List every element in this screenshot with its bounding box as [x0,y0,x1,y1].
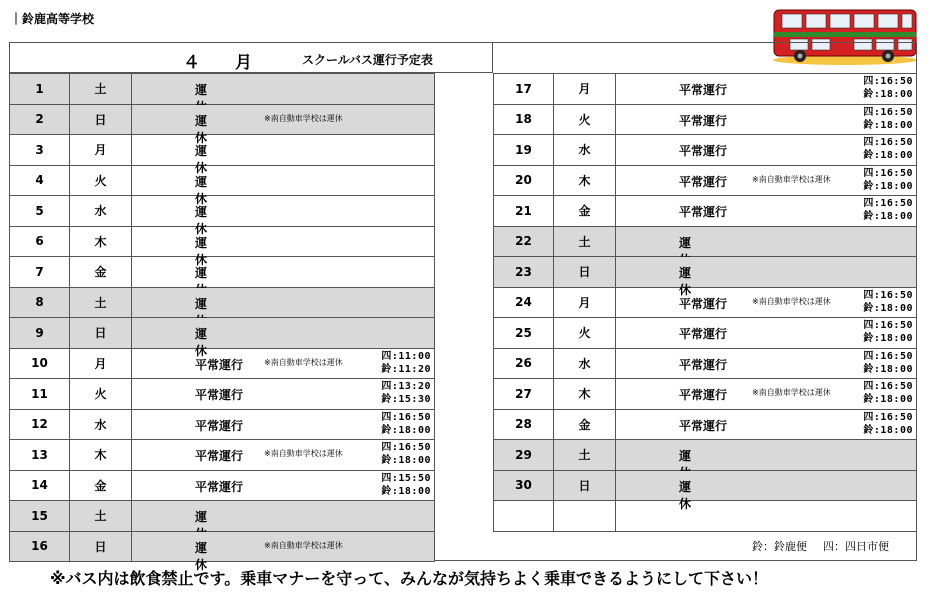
weekday-cell: 日 [70,318,132,349]
day-cell: 18 [494,104,554,135]
status-service: 平常運行 [195,479,244,494]
day-cell: 21 [494,196,554,227]
weekday-cell: 日 [554,257,616,288]
weekday-cell: 火 [554,318,616,349]
rest-label: 運休 [195,174,230,206]
status-service: 平常運行 [679,296,728,311]
time-suzuka: 鈴:18:00 [863,394,913,405]
status-service: 平常運行 [679,418,728,433]
status-cell [132,196,435,236]
status-service: 平常運行 [195,418,244,433]
month-label [183,48,253,73]
footer-notice: ※バス内は飲食禁止です。乗車マナーを守って、みんなが気持ちよく乗車できるようにして下さい！ [50,569,768,588]
schedule-row [494,74,917,105]
driving-school-note: ※南自動車学校は運休 [752,296,831,306]
legend-yokkaichi: 四：四日市便 [823,540,889,553]
weekday-cell: 土 [554,440,616,471]
status-cell [616,440,917,471]
status-cell [132,348,435,379]
weekday-cell: 月 [554,74,616,105]
time-suzuka: 鈴:18:00 [863,333,913,344]
schedule-table-right [493,73,917,532]
weekday-cell: 木 [554,379,616,410]
schedule-row [10,165,435,196]
time-yokkaichi: 四:16:50 [863,289,913,301]
departure-times [863,106,913,132]
status-cell [616,501,917,532]
time-yokkaichi: 四:16:50 [863,350,913,362]
rest-label: 運休 [679,266,714,297]
weekday-cell: 金 [70,470,132,501]
departure-times [863,136,913,162]
time-suzuka: 鈴:18:00 [381,455,431,466]
weekday-cell: 金 [554,196,616,227]
schedule-row [10,501,435,532]
departure-times [381,411,431,437]
weekday-cell: 木 [554,165,616,196]
rest-label: 運 [195,83,230,97]
time-yokkaichi: 四:15:50 [381,472,431,484]
time-suzuka: 鈴:18:00 [863,211,913,222]
weekday-cell: 火 [70,379,132,410]
status-cell [616,196,917,227]
weekday-cell: 日 [70,104,132,135]
schedule-row [10,196,435,227]
day-cell: 24 [494,287,554,318]
departure-times [863,380,913,406]
rest-label: 運休 [195,540,230,572]
weekday-cell: 水 [554,348,616,379]
driving-school-note: ※南自動車学校は運休 [264,113,343,123]
day-cell: 27 [494,379,554,410]
day-cell: 26 [494,348,554,379]
schedule-row [10,409,435,440]
status-service: 平常運行 [679,327,728,341]
status-cell [616,348,917,379]
departure-times [863,350,913,376]
time-yokkaichi: 四:16:50 [863,411,913,423]
time-suzuka: 鈴:18:00 [381,424,431,436]
driving-school-note: ※南自動車学校は運休 [752,388,831,397]
schedule-row [494,379,917,410]
day-cell: 23 [494,257,554,288]
status-cell [616,287,917,318]
time-yokkaichi: 四:11:00 [381,350,431,362]
schedule-row [10,531,435,562]
schedule-row [494,165,917,196]
status-cell [132,287,435,318]
schedule-title: スクールバス運行予定表 [302,53,433,67]
schedule-row [494,348,917,379]
rest-label: 運 [679,235,714,250]
weekday-cell: 土 [70,501,132,532]
time-suzuka: 鈴:15:30 [381,394,431,405]
departure-times [381,472,431,498]
weekday-cell [554,501,616,532]
time-suzuka: 鈴:18:00 [381,485,431,497]
schedule-row [494,257,917,288]
status-cell [132,379,435,410]
weekday-cell: 金 [70,257,132,288]
weekday-cell: 火 [554,104,616,135]
rest-label: 運 [679,449,714,463]
status-service: 平常運行 [679,113,728,128]
day-cell: 14 [10,470,70,501]
time-suzuka: 鈴:18:00 [863,119,913,131]
departure-times [863,75,913,101]
day-cell: 15 [10,501,70,532]
weekday-cell: 日 [554,470,616,501]
weekday-cell: 月 [554,287,616,318]
weekday-cell: 日 [70,531,132,562]
time-yokkaichi: 四:16:50 [863,106,913,118]
time-yokkaichi: 四:16:50 [863,137,913,148]
time-yokkaichi: 四:16:50 [381,411,431,423]
time-suzuka: 鈴:18:00 [863,180,913,192]
weekday-cell: 木 [70,226,132,257]
status-service: 平常運行 [195,357,244,372]
status-cell [132,409,435,440]
status-service: 平常運行 [195,388,244,402]
schedule-row [10,318,435,349]
time-suzuka: 鈴:11:20 [381,363,431,375]
legend [752,538,889,554]
status-cell [132,165,435,206]
day-cell: 1 [10,74,70,105]
day-cell: 17 [494,74,554,105]
day-cell: 13 [10,440,70,471]
weekday-cell: 木 [70,440,132,471]
status-cell [616,318,917,349]
day-cell: 30 [494,470,554,501]
rest-label: 運休 [195,113,230,145]
time-yokkaichi: 四:16:50 [863,198,913,209]
day-cell: 6 [10,226,70,257]
status-service: 平常運行 [679,388,728,402]
schedule-row [10,440,435,471]
rest-label: 運休 [195,205,230,236]
rest-label: 運 [195,510,230,524]
weekday-cell: 水 [554,135,616,166]
rest-label: 運休 [195,235,230,267]
status-cell [616,470,917,511]
status-cell [132,470,435,501]
day-cell: 8 [10,287,70,318]
time-yokkaichi: 四:16:50 [863,381,913,392]
schedule-row [10,135,435,166]
day-cell: 7 [10,257,70,288]
status-cell [616,409,917,440]
weekday-cell: 月 [70,348,132,379]
rest-label: 運 [195,266,230,280]
schedule-row [494,440,917,471]
day-cell: 25 [494,318,554,349]
departure-times [863,289,913,315]
rest-label: 運休 [195,144,230,175]
status-service: 平常運行 [679,144,728,158]
status-cell [132,135,435,175]
driving-school-note: ※南自動車学校は運休 [264,357,343,367]
bus-upper-windows [782,14,912,28]
schedule-row [494,135,917,166]
time-suzuka: 鈴:18:00 [863,89,913,100]
weekday-cell: 土 [70,74,132,105]
status-cell [132,440,435,471]
status-cell [132,74,435,105]
day-cell: 3 [10,135,70,166]
status-cell [132,104,435,145]
status-service: 平常運行 [679,83,728,97]
status-cell [616,226,917,257]
legend-suzuka: 鈴：鈴鹿便 [752,540,807,553]
status-service: 平常運行 [679,357,728,372]
driving-school-note: ※南自動車学校は運休 [264,540,343,550]
status-cell [616,104,917,135]
rest-label: 運休 [195,327,230,358]
day-cell: 10 [10,348,70,379]
status-cell [616,165,917,196]
time-suzuka: 鈴:18:00 [863,302,913,314]
schedule-row [10,470,435,501]
day-cell [494,501,554,532]
status-cell [132,226,435,267]
departure-times [381,350,431,376]
schedule-row [10,379,435,410]
schedule-row [494,501,917,532]
status-service: 平常運行 [679,205,728,219]
time-yokkaichi: 四:16:50 [863,76,913,87]
status-cell [616,74,917,105]
weekday-cell: 月 [70,135,132,166]
schedule-row [494,318,917,349]
day-cell: 12 [10,409,70,440]
departure-times [863,411,913,437]
rest-label: 運休 [679,479,714,511]
driving-school-note: ※南自動車学校は運休 [264,449,343,458]
schedule-row [494,287,917,318]
time-yokkaichi: 四:16:50 [381,442,431,453]
month-char: 月 [235,53,253,73]
weekday-cell: 水 [70,196,132,227]
day-cell: 22 [494,226,554,257]
status-cell [616,379,917,410]
schedule-row [494,409,917,440]
departure-times [863,197,913,223]
day-cell: 2 [10,104,70,135]
weekday-cell: 水 [70,409,132,440]
schedule-row [10,348,435,379]
schedule-row [10,287,435,318]
schedule-row [494,226,917,257]
month-number: ４ [183,53,201,73]
day-cell: 11 [10,379,70,410]
departure-times [381,441,431,467]
day-cell: 19 [494,135,554,166]
status-cell [132,501,435,532]
schedule-row [10,74,435,105]
day-cell: 28 [494,409,554,440]
schedule-row [10,226,435,257]
time-yokkaichi: 四:16:50 [863,167,913,179]
schedule-row [494,196,917,227]
day-cell: 9 [10,318,70,349]
status-cell [132,531,435,572]
time-suzuka: 鈴:18:00 [863,424,913,436]
weekday-cell: 土 [70,287,132,318]
day-cell: 5 [10,196,70,227]
schedule-row [494,470,917,501]
time-suzuka: 鈴:18:00 [863,150,913,161]
day-cell: 20 [494,165,554,196]
status-service: 平常運行 [679,174,728,189]
time-suzuka: 鈴:18:00 [863,363,913,375]
weekday-cell: 土 [554,226,616,257]
time-yokkaichi: 四:13:20 [381,381,431,392]
status-service: 平常運行 [195,449,244,463]
weekday-cell: 金 [554,409,616,440]
weekday-cell: 火 [70,165,132,196]
day-cell: 16 [10,531,70,562]
rest-label: 運 [195,296,230,311]
time-yokkaichi: 四:16:50 [863,320,913,331]
day-cell: 29 [494,440,554,471]
schedule-row [10,257,435,288]
schedule-row [494,104,917,135]
driving-school-note: ※南自動車学校は運休 [752,174,831,184]
status-cell [616,135,917,166]
bus-stripe [774,32,916,37]
schedule-table-left [9,73,435,572]
departure-times [863,167,913,193]
departure-times [381,380,431,406]
day-cell: 4 [10,165,70,196]
departure-times [863,319,913,345]
status-cell [132,257,435,288]
schedule-row [10,104,435,135]
school-name: ｜鈴鹿高等学校 [10,12,95,26]
